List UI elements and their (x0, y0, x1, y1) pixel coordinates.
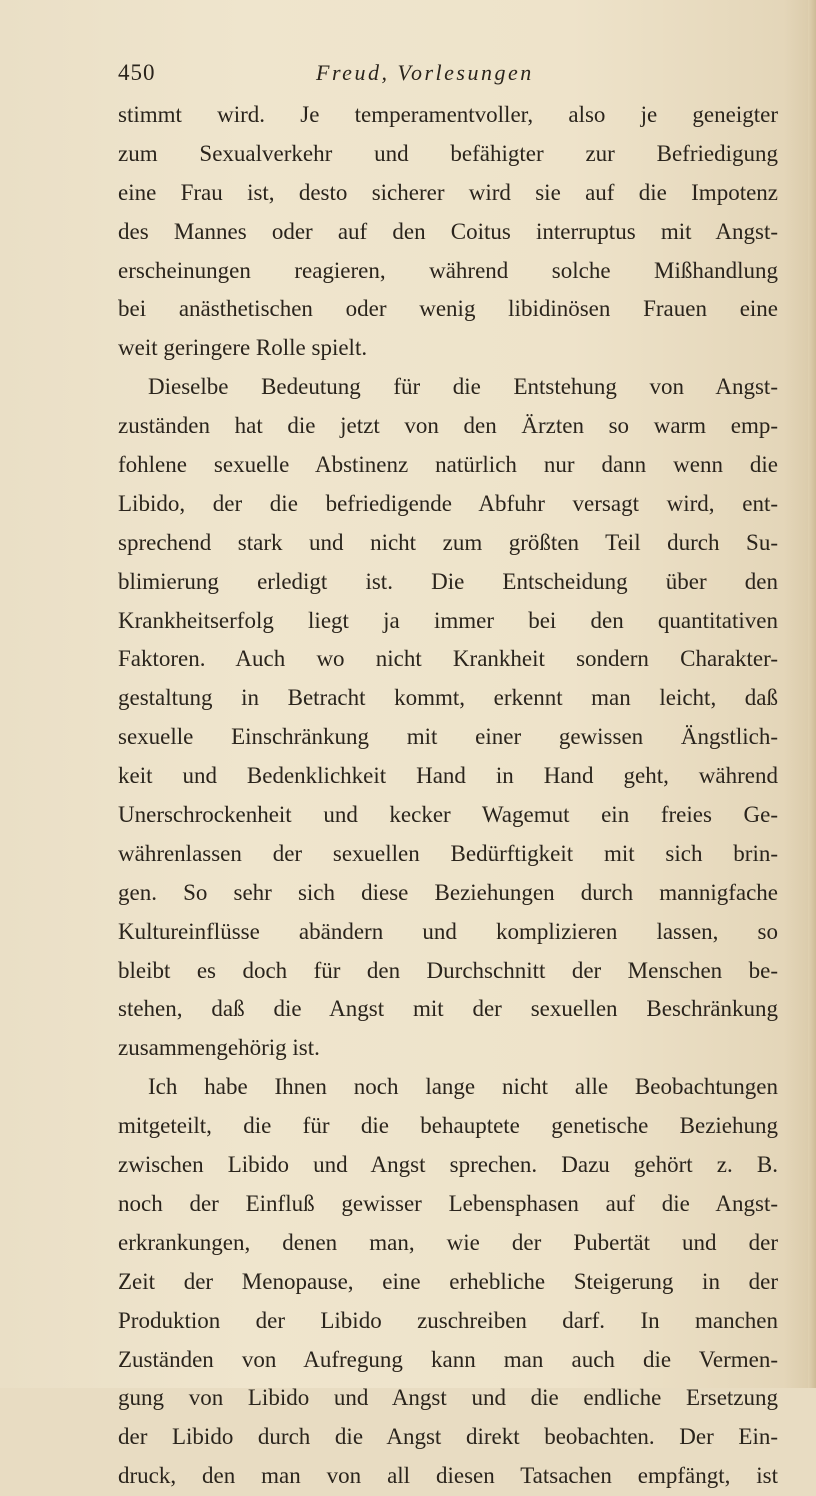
text-line: Zeit der Menopause, eine erhebliche Steigerung in der (118, 1268, 778, 1294)
text-line: fohlene sexuelle Abstinenz natürlich nur dann wenn die (118, 452, 778, 478)
text-line: keit und Bedenklichkeit Hand in Hand geht, während (118, 763, 778, 789)
text-line: zum Sexualverkehr und befähigter zur Befriedigung (118, 140, 778, 166)
body-text (118, 96, 778, 1496)
text-line: gung von Libido und Angst und die endliche Ersetzung (118, 1385, 778, 1411)
text-line: des Mannes oder auf den Coitus interruptus mit Angst- (118, 218, 778, 244)
text-line: mitgeteilt, die für die behauptete genetische Beziehung (118, 1113, 778, 1139)
text-line: bei anästhetischen oder wenig libidinösen Frauen eine (118, 296, 778, 322)
text-line: Dieselbe Bedeutung für die Entstehung von Angst- (148, 374, 778, 400)
text-line: gen. So sehr sich diese Beziehungen durch mannigfache (118, 879, 778, 905)
text-line: sprechend stark und nicht zum größten Teil durch Su- (118, 529, 778, 555)
text-line: noch der Einfluß gewisser Lebensphasen auf die Angst- (118, 1190, 778, 1216)
text-line: erkrankungen, denen man, wie der Pubertät und der (118, 1229, 778, 1255)
text-line: druck, den man von all diesen Tatsachen empfängt, ist (118, 1463, 778, 1489)
text-line: Unerschrockenheit und kecker Wagemut ein freies Ge- (118, 802, 778, 828)
text-line: bleibt es doch für den Durchschnitt der Menschen be- (118, 957, 778, 983)
text-line: eine Frau ist, desto sicherer wird sie auf die Impotenz (118, 179, 778, 205)
text-line: erscheinungen reagieren, während solche Mißhandlung (118, 257, 778, 283)
text-line: Libido, der die befriedigende Abfuhr versagt wird, ent- (118, 490, 778, 516)
page-header (118, 60, 718, 94)
text-line: stehen, daß die Angst mit der sexuellen Beschränkung (118, 996, 778, 1022)
text-line: sexuelle Einschränkung mit einer gewissen Ängstlich- (118, 724, 778, 750)
text-line: blimierung erledigt ist. Die Entscheidung über den (118, 568, 778, 594)
text-line: zuständen hat die jetzt von den Ärzten so warm emp- (118, 413, 778, 439)
running-title: Freud, Vorlesungen (316, 60, 534, 85)
text-line: Kultureinflüsse abändern und komplizieren lassen, so (118, 918, 778, 944)
text-line: Zuständen von Aufregung kann man auch die Vermen- (118, 1346, 778, 1372)
text-line: zusammengehörig ist. (118, 1035, 320, 1061)
text-line: Produktion der Libido zuschreiben darf. In manchen (118, 1307, 778, 1333)
text-line: weit geringere Rolle spielt. (118, 335, 368, 361)
text-line: der Libido durch die Angst direkt beobachten. Der Ein- (118, 1424, 778, 1450)
text-line: gestaltung in Betracht kommt, erkennt man leicht, daß (118, 685, 778, 711)
page-edge-shadow (808, 0, 816, 1388)
text-line: stimmt wird. Je temperamentvoller, also je geneigter (118, 102, 778, 127)
text-line: währenlassen der sexuellen Bedürftigkeit mit sich brin- (118, 840, 778, 866)
text-line: Krankheitserfolg liegt ja immer bei den quantitativen (118, 607, 778, 633)
text-line: Ich habe Ihnen noch lange nicht alle Beobachtungen (148, 1074, 778, 1100)
page-number: 450 (118, 60, 156, 85)
text-line: zwischen Libido und Angst sprechen. Dazu gehört z. B. (118, 1152, 778, 1178)
text-line: Faktoren. Auch wo nicht Krankheit sondern Charakter- (118, 646, 778, 672)
